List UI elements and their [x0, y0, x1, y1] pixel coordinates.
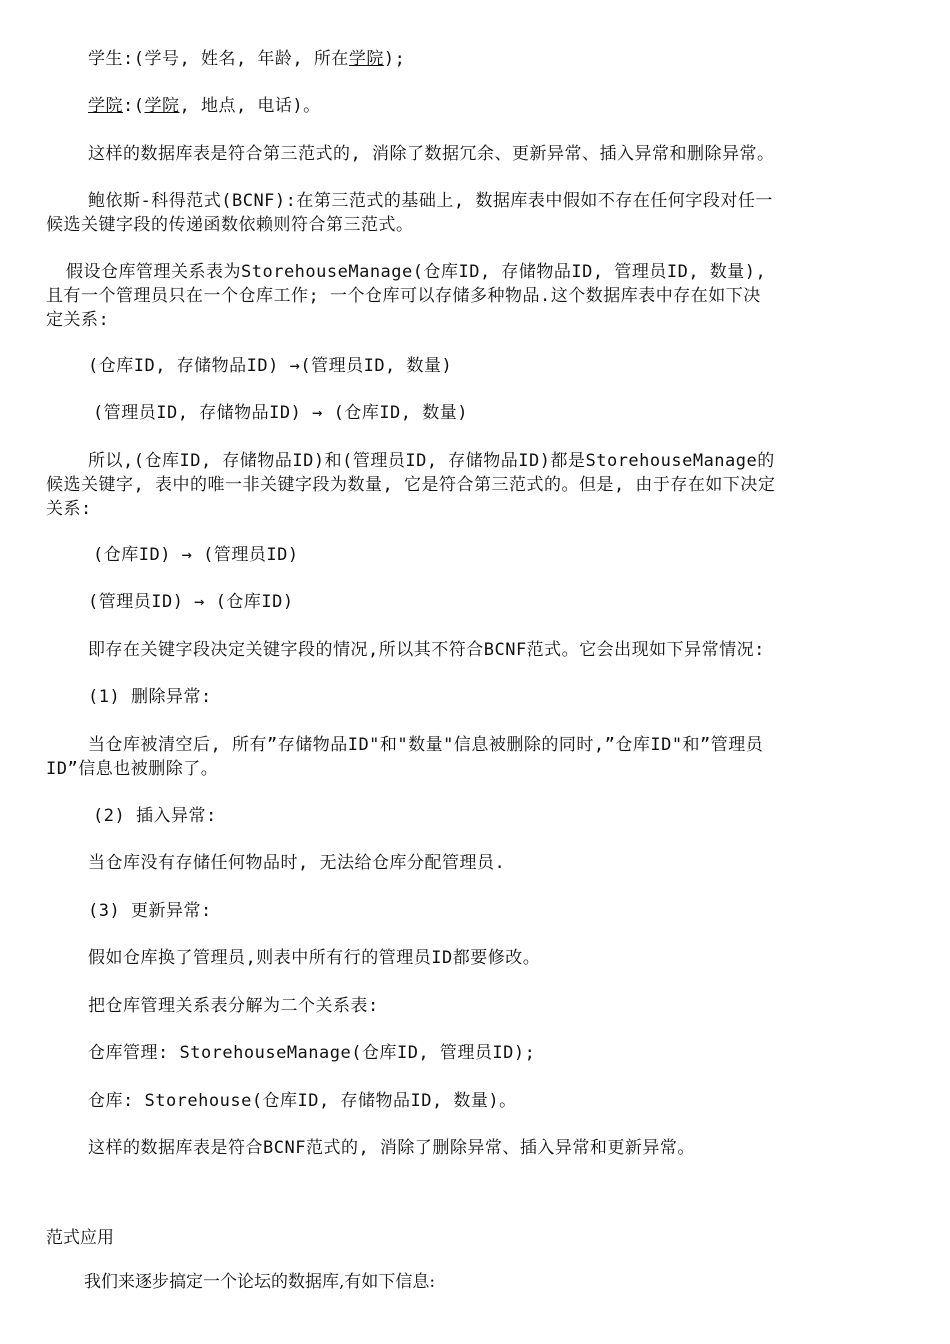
college-rest: :(	[123, 96, 145, 116]
college-end: , 地点, 电话)。	[179, 96, 321, 116]
student-college-underlined: 学院	[348, 49, 384, 69]
anomaly-3-text: 假如仓库换了管理员,则表中所有行的管理员ID都要修改。	[88, 948, 541, 968]
paragraph-forum-intro: 我们来逐步搞定一个论坛的数据库,有如下信息:	[84, 1272, 436, 1292]
anomaly-2-text: 当仓库没有存储任何物品时, 无法给仓库分配管理员.	[88, 853, 506, 873]
paragraph-storehouse-line-2: 且有一个管理员只在一个仓库工作; 一个仓库可以存储多种物品.这个数据库表中存在如下决	[46, 286, 761, 306]
college-key-underlined: 学院	[144, 96, 180, 116]
paragraph-candidate-line-3: 关系:	[46, 499, 92, 519]
anomaly-1-title: (1) 删除异常:	[88, 687, 212, 707]
student-prefix: 学生:(学号, 姓名, 年龄, 所在	[88, 49, 349, 69]
student-relation-line	[88, 47, 405, 71]
paragraph-storehouse-line-3: 定关系:	[46, 310, 110, 330]
section-title: 范式应用	[46, 1228, 114, 1248]
paragraph-storehouse-line-1: 假设仓库管理关系表为StorehouseManage(仓库ID, 存储物品ID, 管理员ID, 数量),	[66, 262, 767, 282]
paragraph-bcnf-definition-line-2: 候选关键字段的传递函数依赖则符合第三范式。	[46, 215, 414, 235]
anomaly-1-text-line-2: ID”信息也被删除了。	[46, 759, 219, 779]
college-name-underlined: 学院	[88, 96, 123, 116]
paragraph-bcnf-conclusion: 这样的数据库表是符合BCNF范式的, 消除了删除异常、插入异常和更新异常。	[88, 1138, 695, 1158]
paragraph-bcnf-definition-line-1: 鲍依斯-科得范式(BCNF):在第三范式的基础上, 数据库表中假如不存在任何字段对任一	[88, 191, 773, 211]
anomaly-3-title: (3) 更新异常:	[88, 901, 212, 921]
paragraph-decompose: 把仓库管理关系表分解为二个关系表:	[88, 996, 379, 1016]
decomposition-2: 仓库: Storehouse(仓库ID, 存储物品ID, 数量)。	[88, 1091, 517, 1111]
paragraph-candidate-line-2: 候选关键字, 表中的唯一非关键字段为数量, 它是符合第三范式的。但是, 由于存在如下决定	[46, 475, 776, 495]
dependency-4: (管理员ID) → (仓库ID)	[88, 592, 294, 612]
paragraph-3nf-conclusion: 这样的数据库表是符合第三范式的, 消除了数据冗余、更新异常、插入异常和删除异常。	[88, 144, 775, 164]
college-relation-line	[88, 94, 321, 118]
dependency-1: (仓库ID, 存储物品ID) →(管理员ID, 数量)	[88, 356, 453, 376]
decomposition-1: 仓库管理: StorehouseManage(仓库ID, 管理员ID);	[88, 1043, 536, 1063]
dependency-3: (仓库ID) → (管理员ID)	[93, 545, 299, 565]
anomaly-2-title: (2) 插入异常:	[93, 806, 217, 826]
dependency-2: (管理员ID, 存储物品ID) → (仓库ID, 数量)	[93, 403, 468, 423]
student-suffix: );	[383, 49, 406, 69]
paragraph-candidate-line-1: 所以,(仓库ID, 存储物品ID)和(管理员ID, 存储物品ID)都是StorehouseManage的	[88, 451, 775, 471]
paragraph-not-bcnf: 即存在关键字段决定关键字段的情况,所以其不符合BCNF范式。它会出现如下异常情况:	[88, 640, 765, 660]
anomaly-1-text-line-1: 当仓库被清空后, 所有”存储物品ID"和"数量"信息被删除的同时,”仓库ID"和”管理员	[88, 735, 764, 755]
